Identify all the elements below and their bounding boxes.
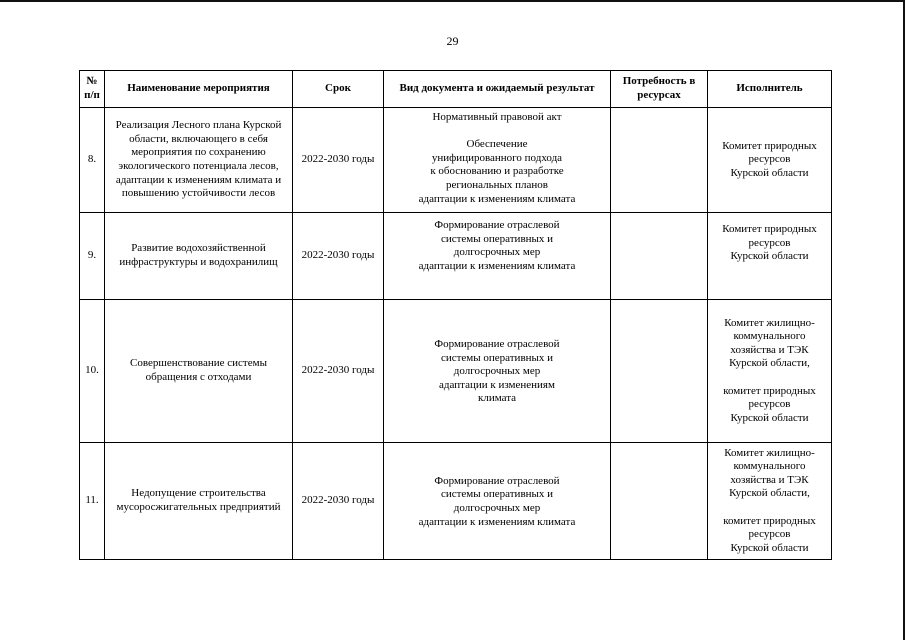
row-name: Совершенствование системы обращения с отходами bbox=[105, 300, 293, 443]
row-term: 2022-2030 годы bbox=[293, 108, 384, 213]
row-resources bbox=[611, 108, 708, 213]
page-number: 29 bbox=[446, 34, 459, 48]
table-row bbox=[80, 443, 832, 560]
executor-line: Курской области, bbox=[729, 357, 810, 370]
row-num: 10. bbox=[80, 300, 105, 443]
row-result bbox=[384, 108, 611, 213]
header-num: № п/п bbox=[80, 71, 105, 108]
executor-line: ресурсов bbox=[748, 236, 791, 249]
row-result bbox=[384, 300, 611, 443]
result-line: системы оперативных и bbox=[440, 232, 554, 245]
row-executor bbox=[708, 300, 832, 443]
executor-line: ресурсов bbox=[748, 398, 791, 411]
result-line: долгосрочных мер bbox=[453, 246, 541, 259]
executor-gap bbox=[710, 501, 829, 515]
header-result: Вид документа и ожидаемый результат bbox=[384, 71, 611, 108]
result-line: адаптации к изменениям климата bbox=[418, 192, 576, 205]
table-row bbox=[80, 108, 832, 213]
result-line: Формирование отраслевой bbox=[434, 219, 560, 231]
result-line: долгосрочных мер bbox=[453, 365, 541, 378]
row-name: Реализация Лесного плана Курской области, включающего в себя мероприятия по сохранению экологического потенциала лесов, адаптации к изменениям климата и повышению устойчивости лесов bbox=[105, 108, 293, 213]
header-name: Наименование мероприятия bbox=[105, 71, 293, 108]
result-line: Обеспечение bbox=[466, 138, 528, 151]
row-name: Развитие водохозяйственной инфраструктуры и водохранилищ bbox=[105, 213, 293, 300]
executor-line: коммунального bbox=[733, 330, 806, 343]
result-line: Нормативный правовой акт bbox=[432, 111, 562, 123]
result-line: к обоснованию и разработке bbox=[430, 165, 564, 178]
executor-line: коммунального bbox=[733, 460, 806, 473]
result-line: Формирование отраслевой bbox=[434, 338, 560, 351]
result-line: Формирование отраслевой bbox=[434, 474, 560, 487]
row-term: 2022-2030 годы bbox=[293, 443, 384, 560]
row-executor bbox=[708, 443, 832, 560]
result-line: долгосрочных мер bbox=[453, 502, 541, 514]
header-term: Срок bbox=[293, 71, 384, 108]
row-resources bbox=[611, 443, 708, 560]
row-num: 9. bbox=[80, 213, 105, 300]
executor-line: комитет природных bbox=[723, 514, 816, 527]
executor-line: Курской области bbox=[730, 166, 809, 179]
row-executor bbox=[708, 213, 832, 300]
row-term: 2022-2030 годы bbox=[293, 213, 384, 300]
executor-line: Комитет жилищно- bbox=[724, 446, 815, 459]
executor-line: Курской области bbox=[730, 250, 809, 263]
executor-line: ресурсов bbox=[748, 153, 791, 166]
result-line: климата bbox=[477, 392, 517, 405]
row-num: 8. bbox=[80, 108, 105, 213]
measures-table bbox=[79, 70, 832, 560]
row-result bbox=[384, 443, 611, 560]
result-line: адаптации к изменениям климата bbox=[418, 259, 576, 272]
executor-line: Курской области bbox=[730, 411, 809, 424]
executor-line: Курской области bbox=[730, 541, 809, 554]
executor-line: хозяйства и ТЭК bbox=[730, 343, 809, 356]
row-executor bbox=[708, 108, 832, 213]
result-line: адаптации к изменениям bbox=[439, 378, 555, 391]
result-line: системы оперативных и bbox=[440, 351, 554, 364]
table-row bbox=[80, 300, 832, 443]
table-row bbox=[80, 213, 832, 300]
result-line: региональных планов bbox=[445, 178, 549, 191]
executor-line: Комитет жилищно- bbox=[724, 316, 815, 329]
executor-line: комитет природных bbox=[723, 384, 816, 397]
row-name: Недопущение строительства мусоросжигательных предприятий bbox=[105, 443, 293, 560]
executor-line: хозяйства и ТЭК bbox=[730, 473, 809, 486]
result-line: адаптации к изменениям климата bbox=[418, 515, 576, 528]
executor-line: Комитет природных bbox=[722, 139, 817, 152]
executor-line: Курской области, bbox=[729, 487, 810, 500]
scan-border-top bbox=[0, 0, 905, 2]
header-executor: Исполнитель bbox=[708, 71, 832, 108]
executor-line: Комитет природных bbox=[722, 223, 817, 235]
header-resources: Потребность в ресурсах bbox=[611, 71, 708, 108]
row-resources bbox=[611, 300, 708, 443]
result-line: унифицированного подхода bbox=[431, 151, 563, 164]
result-gap bbox=[386, 125, 608, 139]
row-result bbox=[384, 213, 611, 300]
executor-gap bbox=[710, 371, 829, 385]
row-term: 2022-2030 годы bbox=[293, 300, 384, 443]
result-line: системы оперативных и bbox=[440, 488, 554, 501]
row-resources bbox=[611, 213, 708, 300]
executor-line: ресурсов bbox=[748, 528, 791, 541]
table-header-row bbox=[80, 71, 832, 108]
row-num: 11. bbox=[80, 443, 105, 560]
